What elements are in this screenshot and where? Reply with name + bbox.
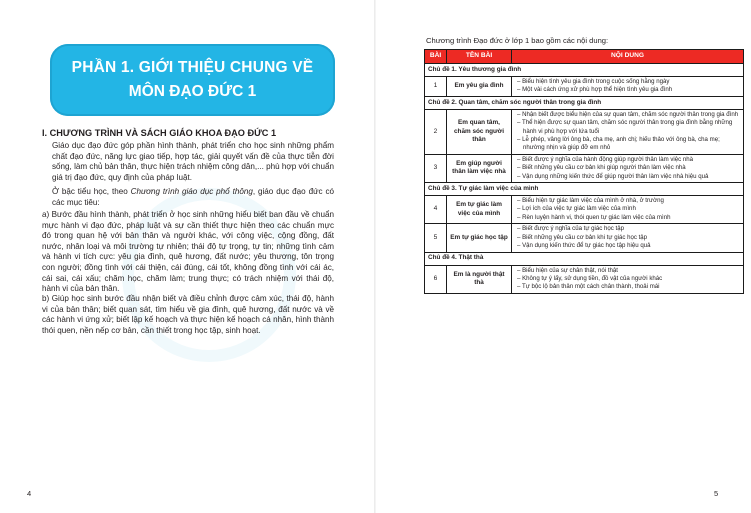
table-row [425, 224, 744, 252]
content-item [515, 136, 740, 153]
bullet-dash: – [517, 164, 523, 172]
content-item-text: Nhận biết được biểu hiện của sự quan tâm, chăm sóc người thân trong gia đình [522, 110, 739, 118]
lesson-content [512, 196, 744, 224]
banner-title-line1: PHẦN 1. GIỚI THIỆU CHUNG VỀ [71, 59, 314, 76]
bullet-dash: – [517, 86, 523, 94]
content-item-text: Biết được ý nghĩa của tự giác học tập [522, 225, 625, 233]
content-item-text: Tự bộc lộ bản thân một cách chân thành, thoải mái [521, 283, 660, 291]
chapter-title: Chủ đề 3. Tự giác làm việc của mình [425, 183, 744, 196]
content-item-text: Lợi ích của việc tự giác làm việc của mình [522, 205, 636, 213]
bullet-dash: – [517, 242, 523, 250]
content-item-text: Biết những yêu cầu cơ bản khi tự giác học tập [522, 233, 648, 241]
chapter-title: Chủ đề 1. Yêu thương gia đình [425, 64, 744, 77]
banner-title-line2: MÔN ĐẠO ĐỨC 1 [128, 83, 257, 100]
lesson-content [512, 154, 744, 182]
content-item [515, 78, 740, 86]
bullet-dash: – [517, 155, 523, 163]
content-item [515, 242, 740, 250]
content-item [515, 156, 740, 164]
content-item [515, 111, 740, 119]
bullet-dash: – [517, 110, 523, 118]
table-body [425, 64, 744, 294]
content-item-text: Vận dụng kiến thức để tự giác học tập hiệu quả [522, 242, 651, 250]
content-item [515, 86, 740, 94]
lesson-number: 3 [425, 154, 447, 182]
chapter-row [425, 64, 744, 77]
content-item [515, 225, 740, 233]
content-item [515, 173, 740, 181]
content-item [515, 197, 740, 205]
chapter-row [425, 183, 744, 196]
bullet-dash: – [517, 205, 523, 213]
header-lesson-number: BÀI [425, 50, 447, 64]
content-item [515, 275, 740, 283]
content-item [515, 119, 740, 136]
lesson-name: Em yêu gia đình [447, 77, 512, 97]
lesson-number: 4 [425, 196, 447, 224]
lesson-number: 5 [425, 224, 447, 252]
content-item-text: Biết những yêu cầu cơ bản khi giúp người thân làm việc nhà [522, 164, 686, 172]
lesson-name: Em giúp người thân làm việc nhà [447, 154, 512, 182]
bullet-dash: – [517, 78, 523, 85]
goals-prefix: Ở bậc tiểu học, theo [52, 187, 131, 196]
content-item-text: Biểu hiện của sự chân thật, nói thật [522, 266, 618, 274]
content-item-text: Biết được ý nghĩa của hành động giúp người thân làm việc nhà [522, 155, 694, 163]
content-item-text: Vận dụng những kiến thức để giúp người thân làm việc nhà hiệu quả [522, 172, 709, 180]
bullet-dash: – [517, 119, 522, 127]
content-item-text: Lễ phép, vâng lời ông bà, cha mẹ, anh chị; hiếu thảo với ông bà, cha mẹ; nhường nhịn và giúp đỡ em nhỏ [522, 136, 720, 152]
content-item [515, 283, 740, 291]
lesson-content [512, 265, 744, 293]
goals-program-name: Chương trình giáo dục phổ thông [130, 187, 253, 196]
table-intro: Chương trình Đạo đức ở lớp 1 bao gồm các nội dung: [426, 36, 609, 45]
bullet-dash: – [517, 233, 523, 241]
bullet-dash: – [517, 213, 523, 221]
bullet-dash: – [517, 172, 523, 180]
part-banner [50, 44, 335, 116]
page-number-left: 4 [27, 489, 32, 498]
content-item [515, 234, 740, 242]
table-row [425, 265, 744, 293]
page-number-right: 5 [714, 489, 719, 498]
content-item-text: Thể hiện được sự quan tâm, chăm sóc người thân trong gia đình bằng những hành vi phù hợp với lứa tuổi [521, 119, 733, 135]
bullet-dash: – [517, 197, 523, 205]
chapter-title: Chủ đề 2. Quan tâm, chăm sóc người thân trong gia đình [425, 96, 744, 109]
chapter-row [425, 96, 744, 109]
bullet-dash: – [517, 225, 523, 233]
goal-item-b: b) Giúp học sinh bước đầu nhận biết và điều chỉnh được cảm xúc, thái độ, hành vi của bản thân; biết quan sát, tìm hiểu về gia đình, quê hương, đất nước và về các hành vi ứng xử; biết lập kế hoạch và thực hiện kế hoạch cá nhân, hình thành thói quen, nền nếp cơ bản, cần thiết trong học tập, sinh hoạt. [42, 294, 334, 335]
section-heading: I. CHƯƠNG TRÌNH VÀ SÁCH GIÁO KHOA ĐẠO ĐỨC 1 [42, 128, 277, 138]
paragraph-goals [52, 187, 334, 208]
lesson-content [512, 224, 744, 252]
goal-item-a: a) Bước đầu hình thành, phát triển ở học sinh những hiểu biết ban đầu về chuẩn mực hành vi đạo đức, pháp luật và sự cần thiết thực hiện theo các chuẩn mực đó trong quan hệ với bản thân và người khác, với công việc, cộng đồng, đất nước, nhân loại và môi trường tự nhiên; thái độ tự trọng, tự tin; những tình cảm và hành vi tích cực: yêu gia đình, quê hương, đất nước; yêu thương, tôn trọng con người; đồng tình với cái thiện, cái đúng, cái tốt, không đồng tình với cái ác, cái sai, cái xấu; chăm học, chăm làm; trung thực; có trách nhiệm với thái độ, hành vi của bản thân. [42, 210, 334, 294]
bullet-dash: – [517, 274, 523, 282]
content-item-text: Rèn luyện hành vi, thói quen tự giác làm việc của mình [522, 213, 671, 221]
content-item-text: Một vài cách ứng xử phù hợp thể hiện tình yêu gia đình [522, 86, 673, 94]
content-item [515, 164, 740, 172]
bullet-dash: – [517, 283, 522, 291]
lesson-name: Em tự giác học tập [447, 224, 512, 252]
content-item [515, 205, 740, 213]
bullet-dash: – [517, 266, 523, 274]
content-item [515, 267, 740, 275]
paragraph-intro: Giáo dục đạo đức góp phần hình thành, phát triển cho học sinh những phẩm chất đạo đức, năng lực giao tiếp, hợp tác, giải quyết vấn đề của thực tiễn đời sống, làm chủ bản thân, thực hiện trách nhiệm công dân,... phù hợp với chuẩn giá trị đạo đức, quy định của pháp luật. [52, 141, 334, 182]
table-row [425, 196, 744, 224]
goals-suffix: , giáo dục đạo đức có các mục tiêu: [52, 187, 334, 207]
table-row [425, 154, 744, 182]
content-item [515, 214, 740, 222]
lesson-name: Em là người thật thà [447, 265, 512, 293]
chapter-title: Chủ đề 4. Thật thà [425, 252, 744, 265]
header-lesson-name: TÊN BÀI [447, 50, 512, 64]
bullet-dash: – [517, 136, 523, 144]
content-item-text: Biểu hiện tình yêu gia đình trong cuộc sống hằng ngày [522, 78, 670, 85]
curriculum-table [424, 49, 744, 294]
lesson-content [512, 77, 744, 97]
content-item-text: Không tự ý lấy, sử dụng tiền, đồ vật của người khác [522, 274, 663, 282]
lesson-name: Em quan tâm, chăm sóc người thân [447, 109, 512, 154]
table-header-row [425, 50, 744, 64]
lesson-content [512, 109, 744, 154]
header-content: NỘI DUNG [512, 50, 744, 64]
table-row [425, 109, 744, 154]
chapter-row [425, 252, 744, 265]
left-page [0, 0, 375, 513]
lesson-number: 6 [425, 265, 447, 293]
content-item-text: Biểu hiện tự giác làm việc của mình ở nhà, ở trường [522, 197, 664, 205]
lesson-number: 2 [425, 109, 447, 154]
lesson-name: Em tự giác làm việc của mình [447, 196, 512, 224]
right-page [376, 0, 751, 513]
lesson-number: 1 [425, 77, 447, 97]
table-row [425, 77, 744, 97]
